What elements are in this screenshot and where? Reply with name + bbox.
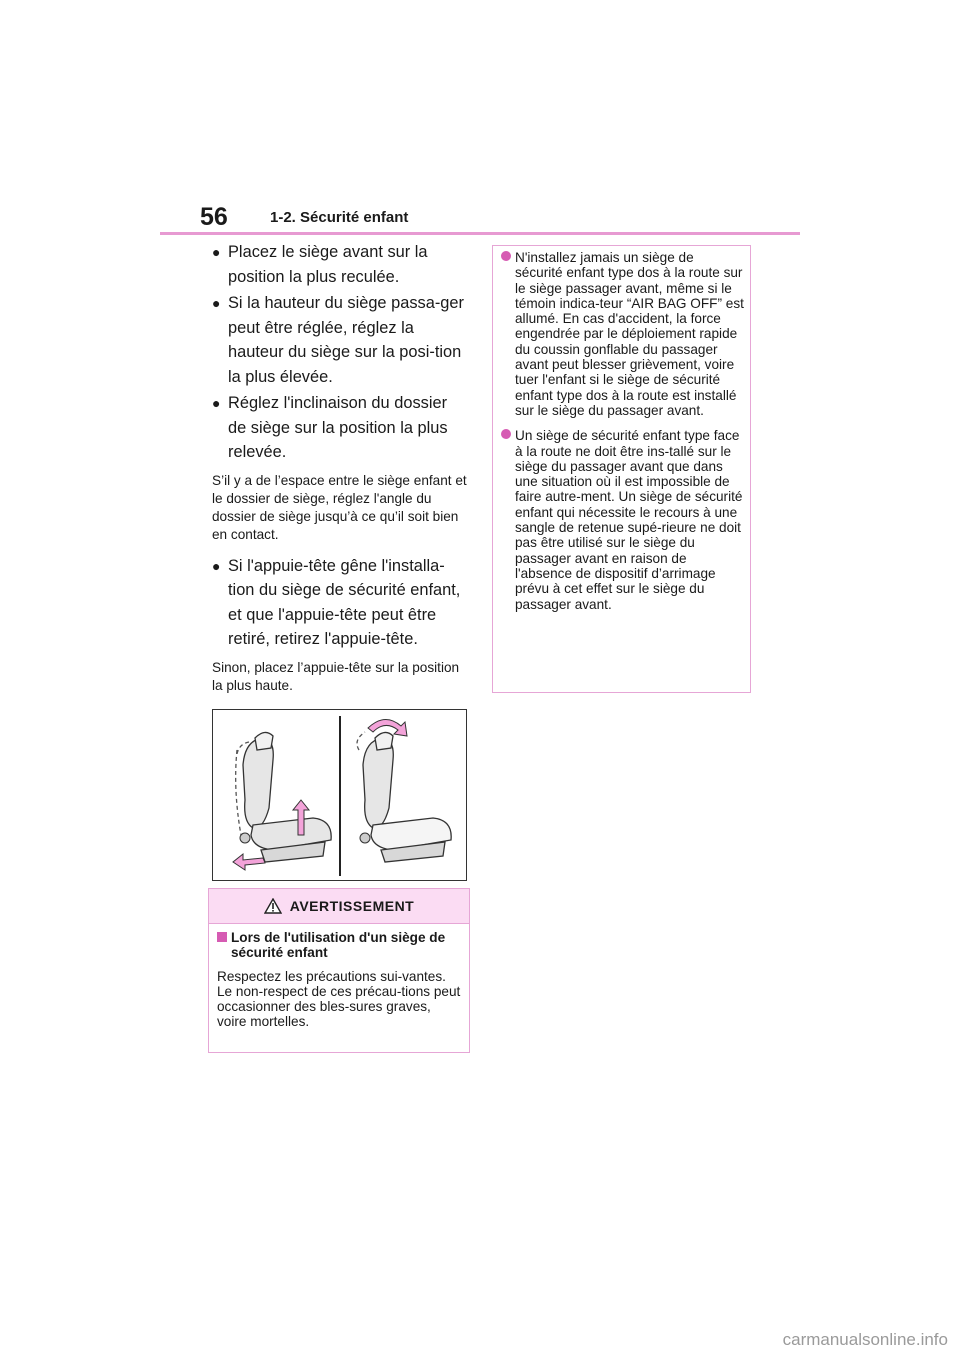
warning-box xyxy=(208,888,470,1053)
list-item: ● Si l'appuie-tête gêne l'installa-tion du siège de sécurité enfant, et que l'appuie-tête peut être retiré, retirez l'appuie-tête. xyxy=(212,556,461,648)
page-header xyxy=(200,202,800,232)
warning-triangle-icon xyxy=(264,898,282,914)
watermark: carmanualsonline.info xyxy=(782,1330,948,1349)
note-text: S’il y a de l’espace entre le siège enfant et le dossier de siège, réglez l'angle du dossier de siège jusqu’à ce qu’il soit bien en contact. xyxy=(212,472,467,542)
seat-adjustment-icon xyxy=(213,710,466,880)
bullet-dot-icon: ● xyxy=(212,395,221,411)
warning-title: AVERTISSEMENT xyxy=(289,898,415,914)
bullet-dot-icon: ● xyxy=(212,244,221,260)
bullet-dot-icon xyxy=(501,251,511,261)
section-title: 1-2. Sécurité enfant xyxy=(270,209,409,226)
warning-subtitle: Lors de l'utilisation d'un siège de sécurité enfant xyxy=(217,930,461,960)
warning-header xyxy=(209,889,469,924)
caution-box xyxy=(492,245,751,693)
header-rule xyxy=(160,232,800,235)
square-bullet-icon xyxy=(217,932,227,942)
warning-text: Le non-respect de ces précau-tions peut occasionner des bles-sures graves, voire mortelles. xyxy=(217,984,461,1029)
bullet-dot-icon xyxy=(501,429,511,439)
list-item: N'installez jamais un siège de sécurité enfant type dos à la route sur le siège passager avant, même si le témoin indica-teur “AIR BAG OFF” est allumé. En cas d'accident, la force engendrée par le déploiement rapide du coussin gonflable du passager avant peut blesser grièvement, voire tuer l'enfant si le siège de sécurité enfant type dos à la route est installé sur le siège du passager avant. xyxy=(501,250,744,418)
bullet-dot-icon: ● xyxy=(212,295,221,311)
list-item: ● Réglez l'inclinaison du dossier de siège sur la position la plus relevée. xyxy=(212,394,448,461)
list-item: ● Si la hauteur du siège passa-ger peut être réglée, réglez la hauteur du siège sur la posi-tion la plus élevée. xyxy=(212,294,464,386)
seat-illustration xyxy=(212,709,467,881)
list-item: ● Placez le siège avant sur la position la plus reculée. xyxy=(212,243,428,286)
left-column xyxy=(212,240,468,705)
list-item: Un siège de sécurité enfant type face à la route ne doit être ins-tallé sur le siège du passager avant que dans une situation où il est impossible de faire autre-ment. Un siège de sécurité enfant qui nécessite le recours à une sangle de retenue supé-rieure ne doit pas être utilisé sur le siège du passager avant en raison de l'absence de dispositif d’arrimage prévu à cet effet sur le siège du passager avant. xyxy=(501,428,744,612)
bullet-dot-icon: ● xyxy=(212,557,221,574)
warning-text: Respectez les précautions sui-vantes. xyxy=(217,969,446,984)
note-text: Sinon, placez l’appuie-tête sur la position la plus haute. xyxy=(212,659,460,693)
page-number: 56 xyxy=(200,203,228,231)
